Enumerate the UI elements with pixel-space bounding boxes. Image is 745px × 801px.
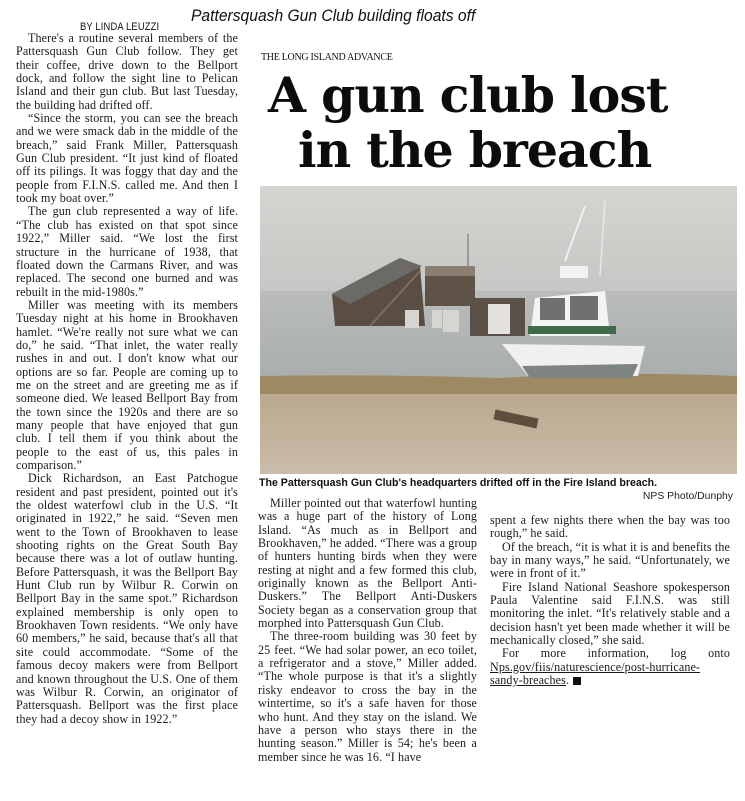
paragraph: Fire Island National Seashore spokesperson Paula Valentine said F.I.N.S. was still monitoring the inlet. “It's relatively stable and a decision hasn't yet been made whether it will be mechanically closed,” she said. xyxy=(490,579,730,648)
more-info-prefix: For more information, log onto xyxy=(502,646,730,661)
byline: BY LINDA LEUZZI xyxy=(80,21,160,33)
paragraph: spent a few nights there when the bay was too rough,” he said. xyxy=(490,513,730,541)
more-info-paragraph xyxy=(490,647,730,687)
news-photo xyxy=(260,186,737,474)
paragraph: The gun club represented a way of life. “The club has existed on that spot since 1922,” Miller said. “We lost the first structure in the hurricane of 1938, that floated down the Carmans River, and was replaced. The second one burned and was rebuilt in the mid-1980s.” xyxy=(16,204,238,299)
paragraph: “Since the storm, you can see the breach and we were smack dab in the middle of the breach,” said Frank Miller, Pattersquash Gun Club president. “It just kind of floated off its pilings. It was foggy that day and the people from F.I.N.S. called me. And then I took my boat over.” xyxy=(16,111,238,206)
photo-caption: The Pattersquash Gun Club's headquarters drifted off in the Fire Island breach. xyxy=(259,477,658,489)
end-mark-icon xyxy=(573,677,581,685)
paragraph: The three-room building was 30 feet by 25 feet. “We had solar power, an eco toilet, a refrigerator and a stove,” Miller added. “The whole purpose is that it's a slightly risky endeavor to cross the bay in the wintertime, so it's a safe haven for those who hunt. And they stay on the island. We have a person who stays there in the hunting season.” Miller is 54; he's been a member since he was 16. “I have xyxy=(258,629,477,764)
more-info-link[interactable]: Nps.gov/fiis/naturescience/post-hurricane-sandy-breaches xyxy=(490,659,701,688)
headline-line-2: in the breach xyxy=(298,121,652,179)
paragraph: Of the breach, “it is what it is and benefits the bay in many ways,” he said. “Unfortunately, we were in front of it.” xyxy=(490,539,730,581)
photo-sand xyxy=(260,394,737,474)
article-column-left xyxy=(16,32,238,726)
main-headline xyxy=(268,68,728,178)
masthead: THE LONG ISLAND ADVANCE xyxy=(261,52,393,63)
photo-sky xyxy=(260,186,737,296)
more-info-suffix: . xyxy=(565,673,570,688)
paragraph: There's a routine several members of the Pattersquash Gun Club follow. They get their coffee, drive down to the Bellport dock, and follow the sight line to Pelican Island and their gun club. But last Tuesday, the building had drifted off. xyxy=(16,31,238,112)
article-column-middle xyxy=(258,497,477,764)
kicker-headline: Pattersquash Gun Club building floats off xyxy=(191,6,476,25)
headline-line-1: A gun club lost xyxy=(268,66,668,124)
paragraph: Miller pointed out that waterfowl hunting was a huge part of the history of Long Island. “As much as in Bellport and Brookhaven,” he added. “There was a group of hunters hunting birds when they were resting at night and a few formed this club, originally known as the Bellport Anti-Duskers.” The Bellport Anti-Duskers Society began as a conservation group that morphed into Pattersquash Gun Club. xyxy=(258,496,478,631)
photo-credit: NPS Photo/Dunphy xyxy=(642,491,733,502)
paragraph: Dick Richardson, an East Patchogue resident and past president, pointed out it's the oldest waterfowl club in the U.S. “It originated in 1922,” he said. “Seven men went to the Town of Brookhaven to lease shooting rights on the Great South Bay because there was a lot of outlaw hunting. Before Pattersquash, it was the Bellport Bay Hunt Club run by Wilbur R. Corwin on Bellport Bay in the same spot.” Richardson explained membership is only open to Brookhaven Town residents. “We only have 60 members,” he said, because that's all that site could accommodate. “Some of the famous decoy makers were from Bellport and known throughout the U.S. One of them was Wilbur R. Corwin, an originator of Pattersquash. Bellport was the first place they had a decoy show in 1922.” xyxy=(16,471,238,726)
article-column-right xyxy=(490,514,730,687)
paragraph: Miller was meeting with its members Tuesday night at his home in Brookhaven hamlet. “We're really not sure what we can do,” he said. “That inlet, the water really rushes in and out. I don't know what our options are so far. People are coming up to me on the street and are greeting me as if someone died. We leased Bellport Bay from the town since the 1920s and there are so many people that have enjoyed that gun club. I tell them if you think about the people to the east of us, this pales in comparison.” xyxy=(16,297,238,472)
